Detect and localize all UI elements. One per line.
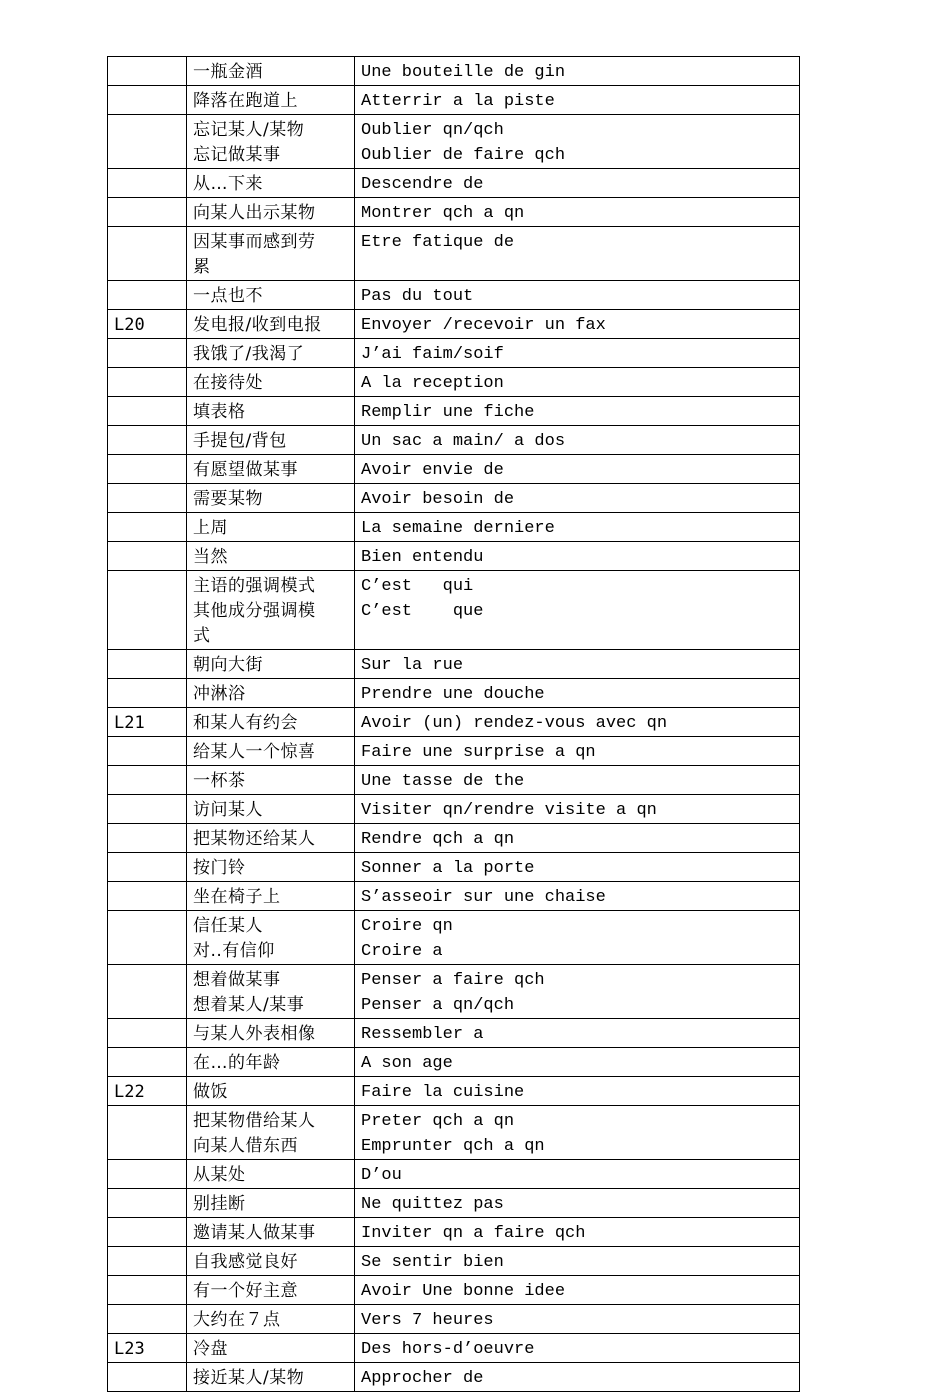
chinese-phrase-line: 大约在７点 (193, 1310, 281, 1330)
french-phrase-line: Bien entendu (361, 548, 484, 567)
table-row (108, 1160, 800, 1189)
french-phrase-cell (355, 1334, 800, 1363)
table-row (108, 169, 800, 198)
chinese-phrase-cell (187, 281, 355, 310)
chinese-phrase-cell (187, 571, 355, 650)
table-row (108, 455, 800, 484)
lesson-cell (108, 198, 187, 227)
french-phrase-cell (355, 513, 800, 542)
chinese-phrase-cell (187, 542, 355, 571)
chinese-phrase-line: 向某人借东西 (193, 1136, 298, 1156)
chinese-phrase-cell (187, 426, 355, 455)
table-row (108, 766, 800, 795)
table-row (108, 708, 800, 737)
chinese-phrase-line: 累 (193, 257, 211, 277)
chinese-phrase-line: 式 (193, 626, 211, 646)
chinese-phrase-line: 一瓶金酒 (193, 62, 263, 82)
chinese-phrase-line: 把某物借给某人 (193, 1111, 316, 1131)
chinese-phrase-line: 忘记某人/某物 (193, 120, 305, 140)
table-row (108, 339, 800, 368)
chinese-phrase-cell (187, 198, 355, 227)
french-phrase-cell (355, 571, 800, 650)
chinese-phrase-line: 发电报/收到电报 (193, 315, 322, 335)
chinese-phrase-line: 降落在跑道上 (193, 91, 298, 111)
french-phrase-cell (355, 227, 800, 281)
table-row (108, 542, 800, 571)
lesson-cell (108, 426, 187, 455)
french-phrase-line: Etre fatique de (361, 233, 515, 252)
lesson-cell: L22 (108, 1077, 187, 1106)
table-row (108, 1048, 800, 1077)
french-phrase-line: Oublier qn/qch (361, 121, 504, 140)
chinese-phrase-line: 邀请某人做某事 (193, 1223, 316, 1243)
french-phrase-cell (355, 368, 800, 397)
french-phrase-line: Croire qn (361, 917, 453, 936)
french-phrase-cell (355, 169, 800, 198)
lesson-cell: L21 (108, 708, 187, 737)
lesson-cell (108, 766, 187, 795)
table-row (108, 571, 800, 650)
french-phrase-line: Preter qch a qn (361, 1112, 515, 1131)
french-phrase-line: A son age (361, 1054, 453, 1073)
chinese-phrase-line: 从…下来 (193, 174, 263, 194)
chinese-phrase-cell (187, 766, 355, 795)
french-phrase-line: Remplir une fiche (361, 403, 535, 422)
french-phrase-line: Inviter qn a faire qch (361, 1224, 586, 1243)
chinese-phrase-line: 想着做某事 (193, 970, 281, 990)
chinese-phrase-cell (187, 227, 355, 281)
lesson-cell (108, 795, 187, 824)
chinese-phrase-cell (187, 965, 355, 1019)
chinese-phrase-cell (187, 679, 355, 708)
chinese-phrase-cell (187, 1048, 355, 1077)
table-row (108, 882, 800, 911)
lesson-cell: L23 (108, 1334, 187, 1363)
table-row (108, 1305, 800, 1334)
lesson-cell (108, 86, 187, 115)
french-phrase-line: Vers 7 heures (361, 1311, 494, 1330)
french-phrase-cell (355, 1019, 800, 1048)
table-row (108, 1218, 800, 1247)
french-phrase-cell (355, 824, 800, 853)
chinese-phrase-line: 做饭 (193, 1082, 228, 1102)
french-phrase-line: C’est que (361, 602, 484, 621)
table-row (108, 1247, 800, 1276)
lesson-cell (108, 1106, 187, 1160)
french-phrase-line: Envoyer /recevoir un fax (361, 316, 606, 335)
lesson-cell (108, 115, 187, 169)
chinese-phrase-line: 一点也不 (193, 286, 263, 306)
french-phrase-line: Penser a qn/qch (361, 996, 515, 1015)
table-row (108, 795, 800, 824)
lesson-cell (108, 1218, 187, 1247)
french-phrase-cell (355, 795, 800, 824)
french-phrase-line: C’est qui (361, 577, 474, 596)
french-phrase-line: Avoir envie de (361, 461, 504, 480)
chinese-phrase-line: 填表格 (193, 402, 246, 422)
chinese-phrase-cell (187, 824, 355, 853)
french-phrase-cell (355, 198, 800, 227)
chinese-phrase-line: 按门铃 (193, 858, 246, 878)
french-phrase-cell (355, 1363, 800, 1392)
chinese-phrase-line: 当然 (193, 547, 228, 567)
table-row (108, 484, 800, 513)
french-phrase-cell (355, 650, 800, 679)
french-phrase-line: Sonner a la porte (361, 859, 535, 878)
table-row (108, 368, 800, 397)
table-row (108, 57, 800, 86)
table-row (108, 281, 800, 310)
french-phrase-line: Oublier de faire qch (361, 146, 566, 165)
french-phrase-cell (355, 882, 800, 911)
lesson-cell (108, 1276, 187, 1305)
french-phrase-line: Ressembler a (361, 1025, 484, 1044)
chinese-phrase-cell (187, 795, 355, 824)
chinese-phrase-line: 访问某人 (193, 800, 263, 820)
french-phrase-line: Des hors-d’oeuvre (361, 1340, 535, 1359)
french-phrase-line: Emprunter qch a qn (361, 1137, 545, 1156)
lesson-cell (108, 882, 187, 911)
chinese-phrase-line: 我饿了/我渴了 (193, 344, 305, 364)
chinese-phrase-cell (187, 1106, 355, 1160)
lesson-cell (108, 853, 187, 882)
chinese-phrase-cell (187, 57, 355, 86)
chinese-phrase-cell (187, 1077, 355, 1106)
chinese-phrase-line: 需要某物 (193, 489, 263, 509)
chinese-phrase-line: 把某物还给某人 (193, 829, 316, 849)
french-phrase-cell (355, 853, 800, 882)
lesson-cell (108, 169, 187, 198)
french-phrase-line: Croire a (361, 942, 443, 961)
chinese-phrase-line: 和某人有约会 (193, 713, 298, 733)
french-phrase-line: Atterrir a la piste (361, 92, 555, 111)
french-phrase-line: Faire la cuisine (361, 1083, 525, 1102)
lesson-cell (108, 1019, 187, 1048)
lesson-cell (108, 368, 187, 397)
lesson-cell (108, 824, 187, 853)
french-phrase-cell (355, 766, 800, 795)
table-row (108, 911, 800, 965)
french-phrase-line: Une bouteille de gin (361, 63, 566, 82)
french-phrase-cell (355, 1218, 800, 1247)
chinese-phrase-cell (187, 1305, 355, 1334)
french-phrase-cell (355, 1247, 800, 1276)
chinese-phrase-cell (187, 882, 355, 911)
chinese-phrase-cell (187, 169, 355, 198)
chinese-phrase-line: 朝向大街 (193, 655, 263, 675)
chinese-phrase-cell (187, 513, 355, 542)
chinese-phrase-line: 手提包/背包 (193, 431, 287, 451)
french-phrase-cell (355, 57, 800, 86)
table-row (108, 853, 800, 882)
lesson-cell (108, 1160, 187, 1189)
chinese-phrase-line: 坐在椅子上 (193, 887, 281, 907)
table-row (108, 86, 800, 115)
french-phrase-cell (355, 339, 800, 368)
french-phrase-line: Se sentir bien (361, 1253, 504, 1272)
french-phrase-line: Rendre qch a qn (361, 830, 515, 849)
table-row (108, 965, 800, 1019)
french-phrase-cell (355, 455, 800, 484)
chinese-phrase-line: 一杯茶 (193, 771, 246, 791)
chinese-phrase-line: 其他成分强调模 (193, 601, 316, 621)
chinese-phrase-line: 想着某人/某事 (193, 995, 305, 1015)
chinese-phrase-line: 给某人一个惊喜 (193, 742, 316, 762)
lesson-cell (108, 650, 187, 679)
chinese-phrase-cell (187, 1276, 355, 1305)
french-phrase-cell (355, 965, 800, 1019)
chinese-phrase-line: 有愿望做某事 (193, 460, 298, 480)
french-phrase-cell (355, 1106, 800, 1160)
chinese-phrase-cell (187, 455, 355, 484)
french-phrase-line: Approcher de (361, 1369, 484, 1388)
french-phrase-line: Pas du tout (361, 287, 474, 306)
chinese-phrase-cell (187, 86, 355, 115)
french-phrase-line: Avoir Une bonne idee (361, 1282, 566, 1301)
chinese-phrase-cell (187, 397, 355, 426)
lesson-cell (108, 1048, 187, 1077)
chinese-phrase-line: 上周 (193, 518, 228, 538)
french-phrase-line: Un sac a main/ a dos (361, 432, 566, 451)
french-phrase-line: Une tasse de the (361, 772, 525, 791)
chinese-phrase-cell (187, 1218, 355, 1247)
chinese-phrase-cell (187, 1189, 355, 1218)
french-phrase-line: J’ai faim/soif (361, 345, 504, 364)
lesson-cell (108, 1247, 187, 1276)
french-phrase-cell (355, 1189, 800, 1218)
french-phrase-line: Penser a faire qch (361, 971, 545, 990)
lesson-cell (108, 281, 187, 310)
french-phrase-cell (355, 86, 800, 115)
table-row (108, 824, 800, 853)
lesson-cell (108, 1189, 187, 1218)
chinese-phrase-line: 冷盘 (193, 1339, 228, 1359)
vocabulary-table (107, 56, 800, 1392)
table-row (108, 227, 800, 281)
table-row (108, 1334, 800, 1363)
french-phrase-cell (355, 1160, 800, 1189)
table-row (108, 650, 800, 679)
french-phrase-cell (355, 708, 800, 737)
french-phrase-cell (355, 281, 800, 310)
french-phrase-cell (355, 115, 800, 169)
lesson-cell (108, 455, 187, 484)
chinese-phrase-line: 向某人出示某物 (193, 203, 316, 223)
lesson-cell (108, 339, 187, 368)
table-row (108, 310, 800, 339)
chinese-phrase-line: 对..有信仰 (193, 941, 275, 961)
chinese-phrase-line: 在…的年龄 (193, 1053, 281, 1073)
french-phrase-cell (355, 1077, 800, 1106)
chinese-phrase-cell (187, 911, 355, 965)
table-row (108, 1363, 800, 1392)
table-row (108, 513, 800, 542)
chinese-phrase-line: 忘记做某事 (193, 145, 281, 165)
chinese-phrase-line: 在接待处 (193, 373, 263, 393)
chinese-phrase-line: 别挂断 (193, 1194, 246, 1214)
french-phrase-cell (355, 679, 800, 708)
french-phrase-line: Montrer qch a qn (361, 204, 525, 223)
french-phrase-line: Avoir besoin de (361, 490, 515, 509)
french-phrase-cell (355, 1305, 800, 1334)
french-phrase-cell (355, 911, 800, 965)
chinese-phrase-cell (187, 650, 355, 679)
chinese-phrase-cell (187, 310, 355, 339)
vocabulary-table-body (108, 57, 800, 1392)
french-phrase-line: A la reception (361, 374, 504, 393)
table-row (108, 1189, 800, 1218)
lesson-cell (108, 737, 187, 766)
chinese-phrase-cell (187, 1363, 355, 1392)
table-row (108, 426, 800, 455)
lesson-cell (108, 227, 187, 281)
table-row (108, 1106, 800, 1160)
french-phrase-line: Sur la rue (361, 656, 464, 675)
chinese-phrase-cell (187, 1247, 355, 1276)
table-row (108, 115, 800, 169)
chinese-phrase-line: 冲淋浴 (193, 684, 246, 704)
french-phrase-cell (355, 426, 800, 455)
lesson-cell (108, 57, 187, 86)
chinese-phrase-line: 从某处 (193, 1165, 246, 1185)
chinese-phrase-line: 因某事而感到劳 (193, 232, 316, 252)
chinese-phrase-line: 接近某人/某物 (193, 1368, 305, 1388)
chinese-phrase-line: 与某人外表相像 (193, 1024, 316, 1044)
table-row (108, 198, 800, 227)
chinese-phrase-cell (187, 708, 355, 737)
french-phrase-line: Ne quittez pas (361, 1195, 504, 1214)
table-row (108, 397, 800, 426)
chinese-phrase-cell (187, 1334, 355, 1363)
french-phrase-line: Descendre de (361, 175, 484, 194)
lesson-cell (108, 571, 187, 650)
french-phrase-cell (355, 397, 800, 426)
lesson-cell (108, 1305, 187, 1334)
french-phrase-line: Avoir (un) rendez-vous avec qn (361, 714, 668, 733)
french-phrase-cell (355, 1048, 800, 1077)
french-phrase-cell (355, 484, 800, 513)
french-phrase-cell (355, 310, 800, 339)
chinese-phrase-cell (187, 484, 355, 513)
french-phrase-cell (355, 542, 800, 571)
french-phrase-cell (355, 1276, 800, 1305)
french-phrase-cell (355, 737, 800, 766)
french-phrase-line: Visiter qn/rendre visite a qn (361, 801, 657, 820)
lesson-cell (108, 965, 187, 1019)
chinese-phrase-line: 自我感觉良好 (193, 1252, 298, 1272)
chinese-phrase-line: 有一个好主意 (193, 1281, 298, 1301)
chinese-phrase-cell (187, 1019, 355, 1048)
table-row (108, 1077, 800, 1106)
lesson-cell (108, 513, 187, 542)
table-row (108, 737, 800, 766)
chinese-phrase-cell (187, 368, 355, 397)
french-phrase-line: D’ou (361, 1166, 402, 1185)
table-row (108, 679, 800, 708)
chinese-phrase-cell (187, 115, 355, 169)
chinese-phrase-cell (187, 853, 355, 882)
french-phrase-line: Prendre une douche (361, 685, 545, 704)
lesson-cell (108, 542, 187, 571)
lesson-cell (108, 679, 187, 708)
french-phrase-line: S’asseoir sur une chaise (361, 888, 606, 907)
chinese-phrase-line: 主语的强调模式 (193, 576, 316, 596)
chinese-phrase-cell (187, 339, 355, 368)
chinese-phrase-line: 信任某人 (193, 916, 263, 936)
chinese-phrase-cell (187, 1160, 355, 1189)
chinese-phrase-cell (187, 737, 355, 766)
french-phrase-line: La semaine derniere (361, 519, 555, 538)
lesson-cell (108, 397, 187, 426)
table-row (108, 1276, 800, 1305)
lesson-cell: L20 (108, 310, 187, 339)
lesson-cell (108, 911, 187, 965)
french-phrase-line: Faire une surprise a qn (361, 743, 596, 762)
lesson-cell (108, 484, 187, 513)
lesson-cell (108, 1363, 187, 1392)
table-row (108, 1019, 800, 1048)
